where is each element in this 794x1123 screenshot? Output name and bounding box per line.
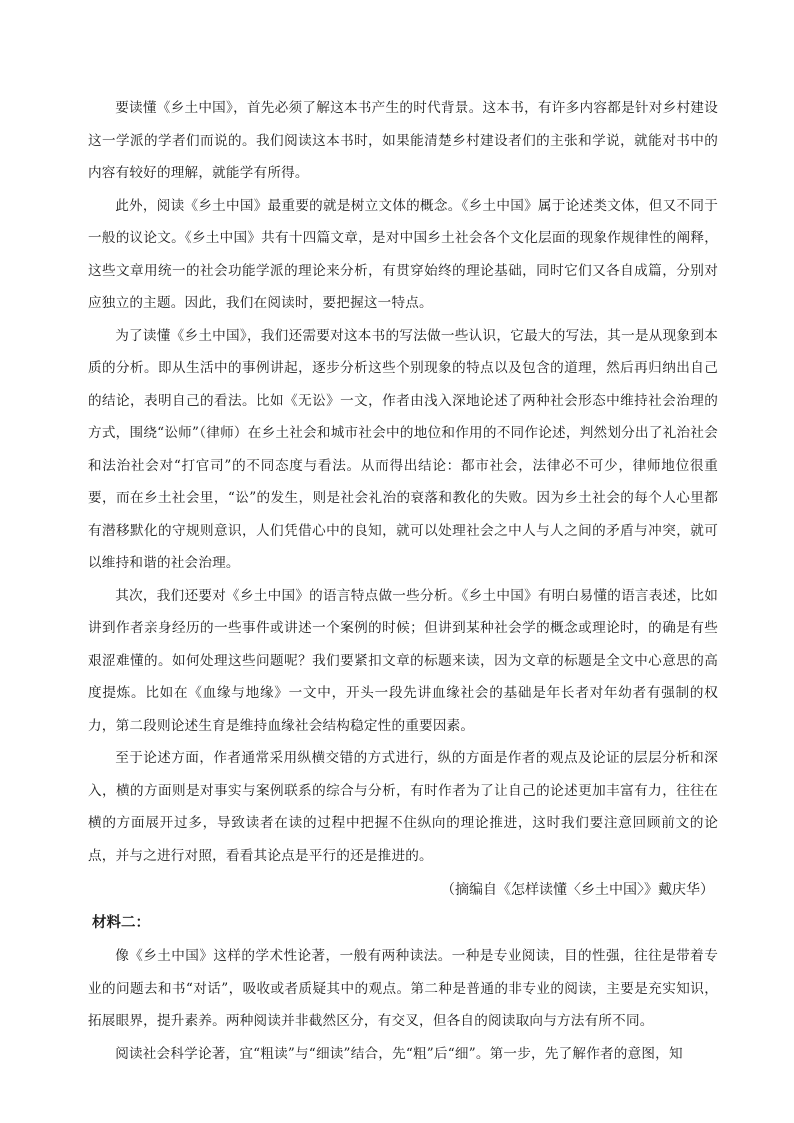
material-2-paragraph-2: 阅读社会科学论著，宜“粗读”与“细读”结合，先“粗”后“细”。第一步，先了解作者的意图，知 — [115, 1045, 683, 1062]
article-source-citation: （摘编自《怎样读懂〈乡土中国〉》戴庆华） — [441, 881, 714, 897]
article-paragraph-3: 为了读懂《乡土中国》，我们还需要对这本书的写法做一些认识，它最大的写法，其一是从现象到本质的分析。即从生活中的事例讲起，逐步分析这些个别现象的特点以及包含的道理，然后再归纳出自己的结论，表明自己的看法。比如《无讼》一文，作者由浅入深地论述了两种社会形态中维持社会治理的方式，围绕“讼师”（律师）在乡土社会和城市社会中的地位和作用的不同作论述，判然划分出了礼治社会和法治社会对“打官司”的不同态度与看法。从而得出结论：都市社会，法律必不可少，律师地位很重要，而在乡土社会里，“讼”的发生，则是社会礼治的衰落和教化的失败。因为乡土社会的每个人心里都有潜移默化的守规则意识，人们凭借心中的良知，就可以处理社会之中人与人之间的矛盾与冲突，就可以维持和谐的社会治理。 — [88, 327, 718, 571]
material-2-heading: 材料二： — [92, 915, 150, 931]
article-paragraph-1: 要读懂《乡土中国》，首先必须了解这本书产生的时代背景。这本书，有许多内容都是针对乡村建设这一学派的学者们而说的。我们阅读这本书时，如果能清楚乡村建设者们的主张和学说，就能对书中的内容有较好的理解，就能学有所得。 — [88, 100, 718, 181]
article-paragraph-5: 至于论述方面，作者通常采用纵横交错的方式进行，纵的方面是作者的观点及论证的层层分析和深入，横的方面则是对事实与案例联系的综合与分析，有时作者为了让自己的论述更加丰富有力，往往在横的方面展开过多，导致读者在读的过程中把握不住纵向的理论推进，这时我们要注意回顾前文的论点，并与之进行对照，看看其论点是平行的还是推进的。 — [88, 750, 718, 864]
material-2-paragraph-1: 像《乡土中国》这样的学术性论著，一般有两种读法。一种是专业阅读，目的性强，往往是带着专业的问题去和书“对话”，吸收或者质疑其中的观点。第二种是普通的非专业的阅读，主要是充实知识，拓展眼界，提升素养。两种阅读并非截然区分，有交叉，但各自的阅读取向与方法有所不同。 — [88, 948, 718, 1029]
document-page — [88, 92, 718, 1070]
article-paragraph-4: 其次，我们还要对《乡土中国》的语言特点做一些分析。《乡土中国》有明白易懂的语言表述，比如讲到作者亲身经历的一些事件或讲述一个案例的时候；但讲到某种社会学的概念或理论时，的确是有些艰涩难懂的。如何处理这些问题呢？我们要紧扣文章的标题来读，因为文章的标题是全文中心意思的高度提炼。比如在《血缘与地缘》一文中，开头一段先讲血缘社会的基础是年长者对年幼者有强制的权力，第二段则论述生育是维持血缘社会结构稳定性的重要因素。 — [88, 587, 718, 734]
article-paragraph-2: 此外，阅读《乡土中国》最重要的就是树立文体的概念。《乡土中国》属于论述类文体，但又不同于一般的议论文。《乡土中国》共有十四篇文章，是对中国乡土社会各个文化层面的现象作规律性的阐释，这些文章用统一的社会功能学派的理论来分析，有贯穿始终的理论基础，同时它们又各自成篇，分别对应独立的主题。因此，我们在阅读时，要把握这一特点。 — [88, 197, 718, 311]
